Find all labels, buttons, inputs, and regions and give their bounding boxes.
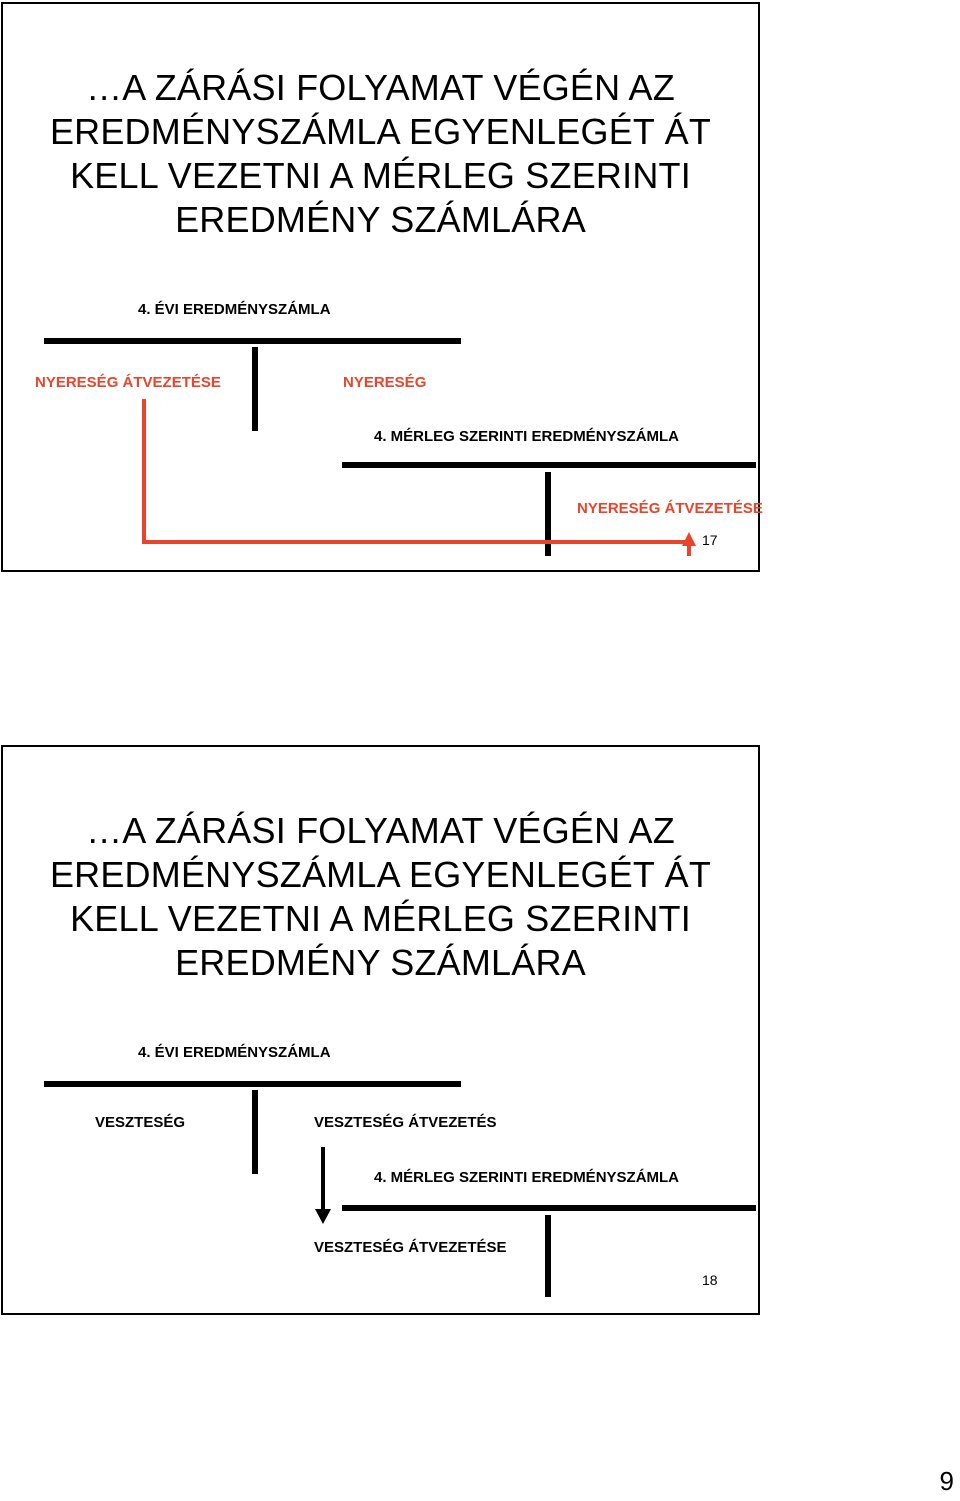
title-line: …A ZÁRÁSI FOLYAMAT VÉGÉN AZ (86, 67, 675, 108)
arrow-up-icon (682, 532, 696, 546)
title-line: EREDMÉNYSZÁMLA EGYENLEGÉT ÁT (49, 854, 712, 895)
transfer-arrow (3, 747, 762, 1317)
title-line: EREDMÉNYSZÁMLA EGYENLEGÉT ÁT (49, 111, 712, 152)
slide-number: 17 (702, 532, 718, 548)
account1-debit-label: VESZTESÉG (95, 1114, 186, 1131)
account2-debit-label: VESZTESÉG ÁTVEZETÉSE (314, 1239, 507, 1256)
title-line: …A ZÁRÁSI FOLYAMAT VÉGÉN AZ (86, 810, 675, 851)
account1-credit-label: NYERESÉG (343, 374, 427, 391)
account2-t-top (342, 1205, 756, 1211)
slide-number: 18 (702, 1272, 718, 1288)
title-line: KELL VEZETNI A MÉRLEG SZERINTI (70, 155, 691, 196)
title-line: KELL VEZETNI A MÉRLEG SZERINTI (70, 898, 691, 939)
arrow-down-icon (315, 1209, 331, 1224)
title-line: EREDMÉNY SZÁMLÁRA (175, 199, 586, 240)
account1-title: 4. ÉVI EREDMÉNYSZÁMLA (138, 301, 331, 318)
slide-17 (1, 2, 763, 572)
account1-title: 4. ÉVI EREDMÉNYSZÁMLA (138, 1044, 331, 1061)
account2-title: 4. MÉRLEG SZERINTI EREDMÉNYSZÁMLA (374, 428, 680, 445)
slide-18 (1, 745, 760, 1315)
account1-debit-label: NYERESÉG ÁTVEZETÉSE (35, 374, 221, 391)
page-number: 9 (939, 1466, 954, 1496)
title-line: EREDMÉNY SZÁMLÁRA (175, 942, 586, 983)
account2-credit-label: NYERESÉG ÁTVEZETÉSE (577, 500, 763, 517)
account1-credit-label: VESZTESÉG ÁTVEZETÉS (314, 1114, 497, 1131)
account2-t-stem (545, 1215, 551, 1297)
transfer-arrow (3, 4, 762, 574)
account2-title: 4. MÉRLEG SZERINTI EREDMÉNYSZÁMLA (374, 1169, 680, 1186)
